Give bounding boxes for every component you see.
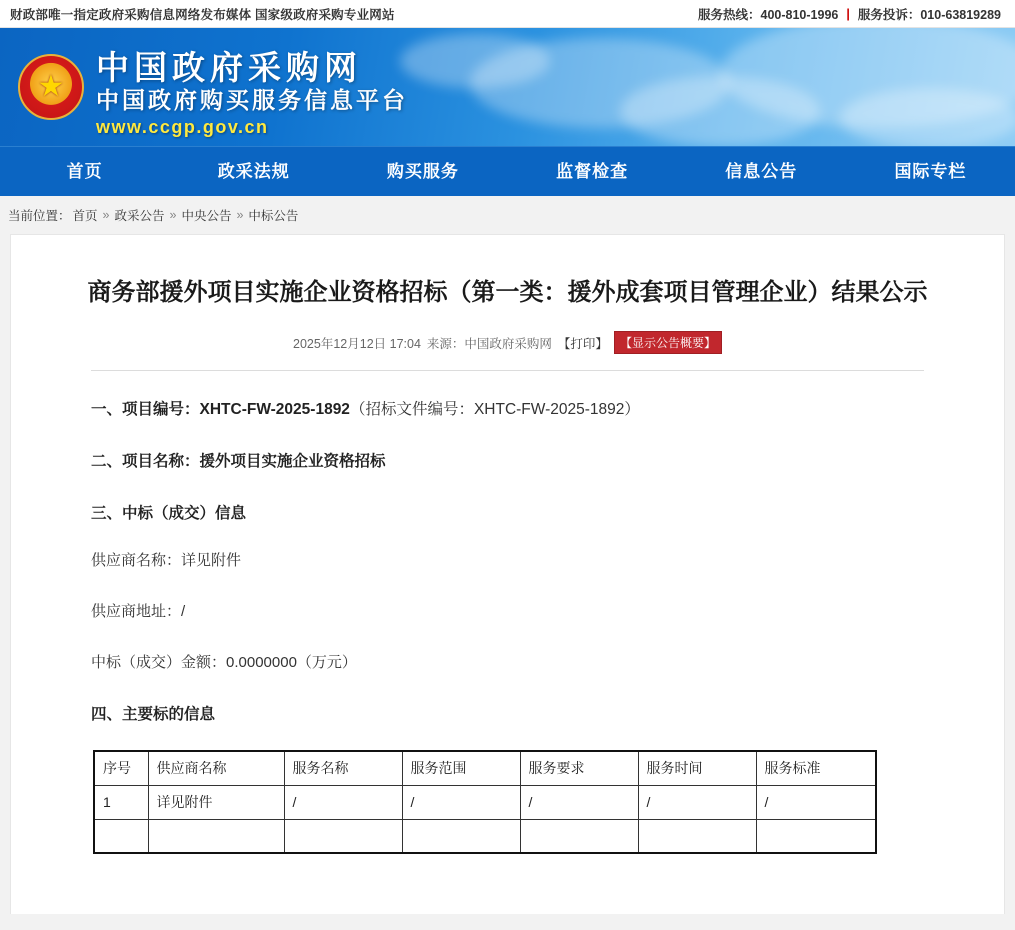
breadcrumb-separator: »	[236, 208, 244, 222]
section-subject-info-heading: 四、主要标的信息	[91, 706, 216, 723]
contact-separator: |	[846, 6, 850, 21]
breadcrumb-item-home[interactable]: 首页	[72, 209, 98, 223]
main-navigation	[0, 146, 1015, 196]
column-header-service-time: 服务时间	[638, 751, 756, 785]
nav-item-supervision[interactable]: 监督检查	[556, 161, 629, 181]
cell-service-standard: /	[756, 785, 876, 819]
column-header-service-standard: 服务标准	[756, 751, 876, 785]
site-url: www.ccgp.gov.cn	[96, 117, 269, 138]
nav-item-home[interactable]: 首页	[66, 161, 103, 181]
column-header-service-scope: 服务范围	[402, 751, 520, 785]
award-amount: 中标（成交）金额：0.0000000（万元）	[91, 654, 357, 671]
supplier-name: 供应商名称：详见附件	[91, 552, 242, 569]
column-header-supplier: 供应商名称	[148, 751, 284, 785]
breadcrumb-item-award-notice[interactable]: 中标公告	[248, 209, 299, 223]
national-emblem-icon: ★	[18, 54, 84, 120]
cell-service-scope: /	[402, 785, 520, 819]
breadcrumb-item-central-notice[interactable]: 中央公告	[181, 209, 232, 223]
cloud-decoration	[400, 34, 550, 88]
column-header-index: 序号	[94, 751, 148, 785]
document-meta	[63, 331, 952, 354]
cell-service-time: /	[638, 785, 756, 819]
source-label: 来源：中国政府采购网	[426, 336, 552, 351]
table-row	[94, 819, 876, 853]
nav-item-regulations[interactable]: 政采法规	[217, 161, 290, 181]
cell-supplier	[148, 819, 284, 853]
site-title-primary: 中国政府采购网	[96, 49, 362, 86]
announcement-body	[63, 371, 952, 854]
cell-service-scope	[402, 819, 520, 853]
site-title-block	[96, 50, 408, 138]
cloud-decoration	[840, 88, 1015, 146]
section-project-number-label: 一、项目编号：XHTC-FW-2025-1892	[91, 401, 350, 418]
page-title: 商务部援外项目实施企业资格招标（第一类：援外成套项目管理企业）结果公示	[87, 279, 928, 306]
announcement-card	[10, 234, 1005, 914]
cell-service-requirement	[520, 819, 638, 853]
nav-item-purchase-service[interactable]: 购买服务	[386, 161, 459, 181]
column-header-service-requirement: 服务要求	[520, 751, 638, 785]
breadcrumb-prefix: 当前位置：	[8, 209, 71, 223]
section-project-name: 二、项目名称：援外项目实施企业资格招标	[91, 453, 386, 470]
section-project-number	[91, 397, 924, 419]
supplier-address: 供应商地址：/	[91, 603, 186, 620]
breadcrumb-separator: »	[102, 208, 110, 222]
section-project-number-note: （招标文件编号：XHTC-FW-2025-1892）	[349, 401, 640, 418]
cell-service-name	[284, 819, 402, 853]
breadcrumb	[0, 196, 1015, 234]
cell-service-name: /	[284, 785, 402, 819]
publish-datetime: 2025年12月12日 17:04	[293, 336, 421, 351]
contact-info	[698, 5, 1001, 23]
top-utility-bar	[0, 0, 1015, 28]
cell-service-requirement: /	[520, 785, 638, 819]
subject-info-table	[93, 750, 877, 854]
section-award-info-heading: 三、中标（成交）信息	[91, 505, 247, 522]
nav-item-international[interactable]: 国际专栏	[894, 161, 967, 181]
cell-service-time	[638, 819, 756, 853]
service-hotline: 服务热线：400-810-1996	[698, 7, 839, 22]
column-header-service-name: 服务名称	[284, 751, 402, 785]
table-row	[94, 785, 876, 819]
site-banner	[0, 28, 1015, 146]
nav-item-announcements[interactable]: 信息公告	[725, 161, 798, 181]
site-title-secondary: 中国政府购买服务信息平台	[96, 87, 408, 114]
cell-index: 1	[94, 785, 148, 819]
cell-service-standard	[756, 819, 876, 853]
site-tagline: 财政部唯一指定政府采购信息网络发布媒体 国家级政府采购专业网站	[10, 7, 395, 22]
table-header-row	[94, 751, 876, 785]
service-complaint: 服务投诉：010-63819289	[857, 7, 1001, 22]
breadcrumb-separator: »	[169, 208, 177, 222]
print-button[interactable]: 【打印】	[557, 336, 608, 351]
breadcrumb-item-procurement-notice[interactable]: 政采公告	[114, 209, 165, 223]
cell-supplier: 详见附件	[148, 785, 284, 819]
show-summary-button[interactable]: 【显示公告概要】	[614, 331, 722, 354]
cell-index	[94, 819, 148, 853]
